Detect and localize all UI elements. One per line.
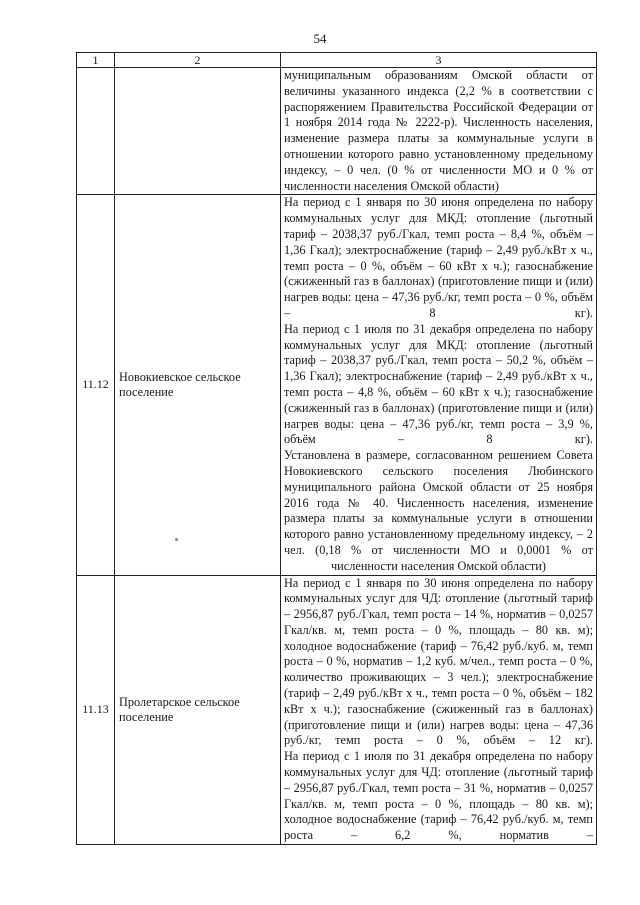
paragraph: муниципальным образованиям Омской области от величины указанного индекса (2,2 % в соответствии с распоряжением Правительства Российской Федерации от 1 ноября 2014 года № 2222-р). Численность населения, изменение размера платы за коммунальные услуги в отношении которого равно установленному предельному индексу, – 0 чел. (0 % от численности МО и 0 % от численности населения Омской области): [284, 68, 593, 193]
settlement-name: Новокиевское сельское поселение: [115, 195, 281, 575]
row-description: [281, 575, 597, 845]
table-row: [77, 195, 597, 575]
table-header-row: [77, 53, 597, 68]
row-number: 11.13: [77, 575, 115, 845]
paragraph: На период с 1 января по 30 июня определена по набору коммунальных услуг для ЧД: отопление (льготный тариф – 2956,87 руб./Гкал, темп роста – 14 %, норматив – 0,0257 Гкал/кв. м, темп роста – 0 %, площадь – 80 кв. м); холодное водоснабжение (тариф – 76,42 руб./куб. м, темп роста – 0 %, норматив – 1,2 куб. м/чел., темп роста – 0 %, количество проживающих – 3 чел.); электроснабжение (тариф – 2,49 руб./кВт х ч., темп роста – 0 %, объём – 182 кВт х ч.); газоснабжение (сжиженный газ в баллонах) (приготовление пищи и (или) нагрев воды: цена – 47,36 руб./кг, темп роста – 0 %, объём – 12 кг).: [284, 575, 593, 748]
paragraph: Установлена в размере, согласованном решением Совета Новокиевского сельского поселения Любинского муниципального района Омской области от 25 ноября 2016 года № 40. Численность населения, изменение размера платы за коммунальные услуги в отношении которого равно установленному предельному индексу, – 2 чел. (0,18 % от численности МО и 0,0001 % от численности населения Омской области): [284, 448, 593, 573]
paragraph: На период с 1 июля по 31 декабря определена по набору коммунальных услуг для ЧД: отопление (льготный тариф – 2956,87 руб./Гкал, темп роста – 31 %, норматив – 0,0257 Гкал/кв. м, темп роста – 0 %, площадь – 80 кв. м); холодное водоснабжение (тариф – 76,42 руб./куб. м, темп роста – 6,2 %, норматив –: [284, 749, 593, 843]
settlement-name: [115, 68, 281, 195]
row-number: 11.12: [77, 195, 115, 575]
settlement-name: Пролетарское сельское поселение: [115, 575, 281, 845]
tariff-table: [76, 52, 597, 845]
paragraph: На период с 1 января по 30 июня определена по набору коммунальных услуг для МКД: отопление (льготный тариф – 2038,37 руб./Гкал, темп роста – 8,4 %, объём – 1,36 Гкал); электроснабжение (тариф – 2,49 руб./кВт х ч., темп роста – 0 %, объём – 60 кВт х ч.); газоснабжение (сжиженный газ в баллонах) (приготовление пищи и (или) нагрев воды: цена – 47,36 руб./кг, темп роста – 0 %, объём – 8 кг).: [284, 195, 593, 320]
page-number: 54: [313, 31, 327, 46]
paragraph: На период с 1 июля по 31 декабря определена по набору коммунальных услуг для МКД: отопление (льготный тариф – 2038,37 руб./Гкал, темп роста – 50,2 %, объём – 1,36 Гкал); электроснабжение (тариф – 2,49 руб./кВт х ч., темп роста – 4,8 %, объём – 60 кВт х ч.); газоснабжение (сжиженный газ в баллонах) (приготовление пищи и (или) нагрев воды: цена – 47,36 руб./кг, темп роста – 3,9 %, объём – 8 кг).: [284, 321, 593, 447]
column-header-3: 3: [281, 53, 597, 68]
table-row-continuation: [77, 68, 597, 195]
table-row: [77, 575, 597, 845]
scan-speck: [175, 538, 178, 541]
column-header-1: 1: [77, 53, 115, 68]
column-header-2: 2: [115, 53, 281, 68]
row-number: [77, 68, 115, 195]
row-description: [281, 195, 597, 575]
row-description: [281, 68, 597, 195]
